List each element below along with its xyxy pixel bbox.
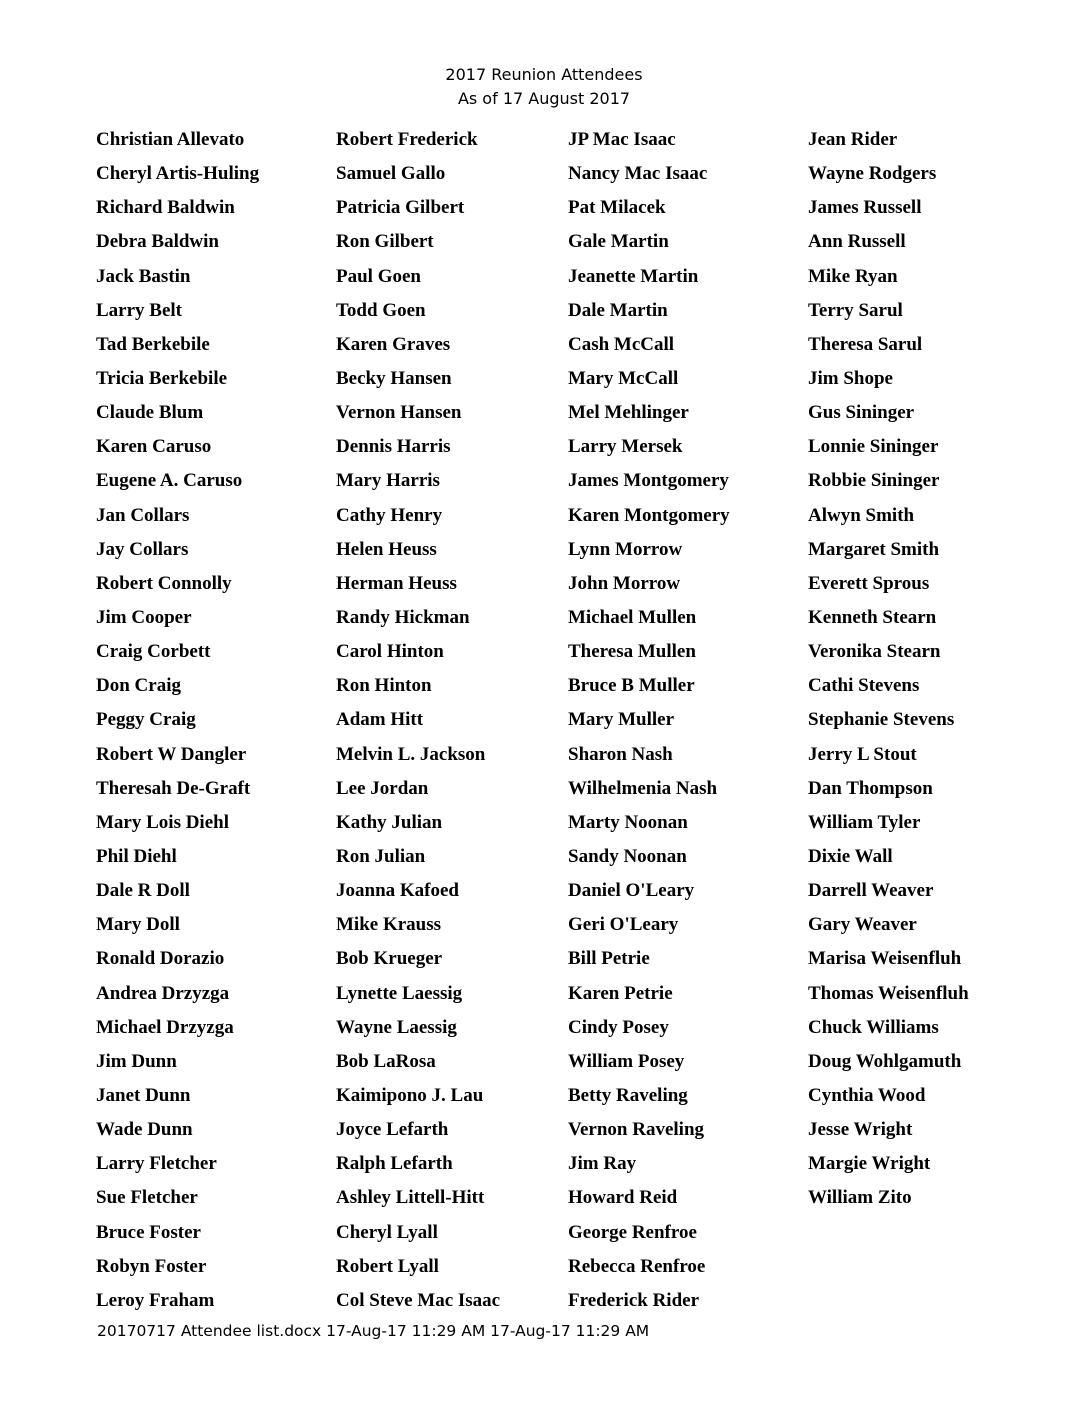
attendee-name: Lynn Morrow — [568, 538, 683, 560]
attendee-name: Margaret Smith — [808, 538, 940, 560]
attendee-name: Larry Belt — [96, 299, 183, 321]
attendee-name: Margie Wright — [808, 1153, 931, 1175]
attendee-name: Wayne Laessig — [336, 1016, 457, 1038]
attendee-name: Doug Wohlgamuth — [808, 1050, 962, 1072]
attendee-name: Jack Bastin — [96, 265, 191, 287]
attendee-name: James Montgomery — [568, 470, 729, 492]
attendee-name: Karen Montgomery — [568, 504, 730, 526]
attendee-name: Wilhelmenia Nash — [568, 777, 718, 799]
attendee-name: Robert Lyall — [336, 1255, 439, 1277]
attendee-name: Melvin L. Jackson — [336, 743, 486, 765]
attendee-name: Alwyn Smith — [808, 504, 915, 526]
attendee-name: Col Steve Mac Isaac — [336, 1289, 501, 1311]
attendee-name: Michael Drzyzga — [96, 1016, 234, 1038]
attendee-name: Jim Shope — [808, 367, 893, 389]
attendee-name: Craig Corbett — [96, 641, 211, 663]
attendee-name: Geri O'Leary — [568, 914, 679, 936]
attendee-name: Ron Julian — [336, 845, 426, 867]
attendee-name: Samuel Gallo — [336, 163, 446, 185]
attendee-name: Mary Muller — [568, 709, 675, 731]
attendee-name: Karen Graves — [336, 333, 451, 355]
document-header — [0, 63, 1088, 111]
attendee-name: James Russell — [808, 197, 922, 219]
attendee-name: John Morrow — [568, 572, 681, 594]
attendee-name: Lee Jordan — [336, 777, 429, 799]
attendee-name: Jerry L Stout — [808, 743, 917, 765]
attendee-name: William Zito — [808, 1187, 912, 1209]
attendee-name: William Posey — [568, 1050, 685, 1072]
attendee-name: Dale Martin — [568, 299, 668, 321]
attendee-name: Robyn Foster — [96, 1255, 207, 1277]
attendee-name: Ashley Littell-Hitt — [336, 1187, 485, 1209]
attendee-name: Patricia Gilbert — [336, 197, 465, 219]
attendee-column-1 — [96, 126, 336, 1321]
attendee-name: Jean Rider — [808, 129, 898, 150]
attendee-name: Veronika Stearn — [808, 641, 941, 663]
attendee-name: Richard Baldwin — [96, 197, 235, 219]
attendee-name: Jeanette Martin — [568, 265, 699, 287]
attendee-name: Darrell Weaver — [808, 880, 934, 902]
attendee-name: Rebecca Renfroe — [568, 1255, 706, 1277]
attendee-list — [0, 126, 1088, 1316]
attendee-name: Thomas Weisenfluh — [808, 982, 969, 1004]
attendee-name: Vernon Raveling — [568, 1119, 705, 1141]
attendee-name: Sandy Noonan — [568, 845, 687, 867]
attendee-name: Ron Hinton — [336, 675, 432, 697]
attendee-name: Betty Raveling — [568, 1084, 688, 1106]
attendee-name: Peggy Craig — [96, 709, 196, 731]
attendee-name: Dan Thompson — [808, 777, 933, 799]
attendee-name: Robert W Dangler — [96, 743, 247, 765]
attendee-name: Bob LaRosa — [336, 1050, 436, 1072]
attendee-name: Randy Hickman — [336, 606, 470, 628]
attendee-name: Phil Diehl — [96, 845, 177, 867]
attendee-name: Dixie Wall — [808, 845, 893, 867]
attendee-name: Theresa Sarul — [808, 333, 923, 355]
attendee-name: Kathy Julian — [336, 811, 443, 833]
attendee-name: Don Craig — [96, 675, 181, 697]
attendee-name: Kenneth Stearn — [808, 606, 937, 628]
attendee-name: Christian Allevato — [96, 129, 245, 150]
attendee-name: Larry Mersek — [568, 436, 683, 458]
attendee-name: Jim Cooper — [96, 606, 192, 628]
attendee-column-2 — [336, 126, 576, 1321]
document-title: 2017 Reunion Attendees — [445, 65, 643, 84]
attendee-column-4 — [808, 126, 1048, 1219]
attendee-name: Karen Caruso — [96, 436, 212, 458]
attendee-name: Theresah De-Graft — [96, 777, 251, 799]
attendee-name: Janet Dunn — [96, 1084, 191, 1106]
attendee-name: Mike Krauss — [336, 914, 442, 936]
attendee-name: Terry Sarul — [808, 299, 903, 321]
attendee-name: Helen Heuss — [336, 538, 437, 560]
attendee-name: Gus Sininger — [808, 402, 915, 424]
attendee-name: Eugene A. Caruso — [96, 470, 243, 492]
attendee-name: Lonnie Sininger — [808, 436, 939, 458]
attendee-name: William Tyler — [808, 811, 921, 833]
attendee-name: Theresa Mullen — [568, 641, 696, 663]
attendee-name: Marisa Weisenfluh — [808, 948, 962, 970]
attendee-name: Claude Blum — [96, 402, 204, 424]
attendee-name: Karen Petrie — [568, 982, 673, 1004]
attendee-name: Joyce Lefarth — [336, 1119, 449, 1141]
attendee-name: Sue Fletcher — [96, 1187, 198, 1209]
attendee-name: Ron Gilbert — [336, 231, 434, 253]
attendee-name: Cheryl Artis-Huling — [96, 163, 260, 185]
attendee-name: Pat Milacek — [568, 197, 666, 219]
attendee-name: Jim Dunn — [96, 1050, 177, 1072]
attendee-name: Marty Noonan — [568, 811, 688, 833]
attendee-name: Cash McCall — [568, 333, 675, 355]
attendee-name: Tad Berkebile — [96, 333, 210, 355]
attendee-name: Everett Sprous — [808, 572, 930, 594]
attendee-name: Dale R Doll — [96, 880, 190, 902]
attendee-name: Kaimipono J. Lau — [336, 1084, 484, 1106]
attendee-name: Joanna Kafoed — [336, 880, 459, 902]
attendee-name: Chuck Williams — [808, 1016, 939, 1038]
attendee-name: Mel Mehlinger — [568, 402, 689, 424]
attendee-name: Dennis Harris — [336, 436, 451, 458]
attendee-name: JP Mac Isaac — [568, 129, 676, 150]
attendee-name: Bill Petrie — [568, 948, 650, 970]
attendee-name: Cynthia Wood — [808, 1084, 926, 1106]
attendee-name: Adam Hitt — [336, 709, 424, 731]
attendee-name: Ronald Dorazio — [96, 948, 225, 970]
attendee-name: Jan Collars — [96, 504, 190, 526]
document-footer: 20170717 Attendee list.docx 17-Aug-17 11:29 AM 17-Aug-17 11:29 AM — [97, 1322, 650, 1340]
attendee-name: Sharon Nash — [568, 743, 673, 765]
attendee-name: Bruce B Muller — [568, 675, 695, 697]
document-subtitle: As of 17 August 2017 — [457, 89, 631, 108]
attendee-name: Gale Martin — [568, 231, 669, 253]
attendee-name: Lynette Laessig — [336, 982, 463, 1004]
attendee-name: Wade Dunn — [96, 1119, 193, 1141]
attendee-name: Robert Frederick — [336, 129, 478, 150]
attendee-name: Vernon Hansen — [336, 402, 462, 424]
attendee-name: Jesse Wright — [808, 1119, 913, 1141]
attendee-column-3 — [568, 126, 808, 1321]
attendee-name: Ralph Lefarth — [336, 1153, 453, 1175]
attendee-name: Todd Goen — [336, 299, 426, 321]
attendee-name: Frederick Rider — [568, 1289, 700, 1311]
attendee-name: Robert Connolly — [96, 572, 232, 594]
attendee-name: Cathy Henry — [336, 504, 443, 526]
attendee-name: Herman Heuss — [336, 572, 457, 594]
attendee-name: Mary Doll — [96, 914, 180, 936]
attendee-name: Paul Goen — [336, 265, 421, 287]
attendee-name: Andrea Drzyzga — [96, 982, 230, 1004]
attendee-name: Robbie Sininger — [808, 470, 940, 492]
attendee-name: Bob Krueger — [336, 948, 443, 970]
attendee-name: Ann Russell — [808, 231, 906, 253]
attendee-name: Gary Weaver — [808, 914, 917, 936]
attendee-name: George Renfroe — [568, 1221, 697, 1243]
attendee-name: Mary Harris — [336, 470, 440, 492]
attendee-name: Mike Ryan — [808, 265, 898, 287]
attendee-name: Cathi Stevens — [808, 675, 920, 697]
attendee-name: Becky Hansen — [336, 367, 452, 389]
attendee-name: Howard Reid — [568, 1187, 678, 1209]
attendee-name: Jim Ray — [568, 1153, 637, 1175]
attendee-name: Leroy Fraham — [96, 1289, 215, 1311]
attendee-name: Wayne Rodgers — [808, 163, 937, 185]
attendee-name: Nancy Mac Isaac — [568, 163, 708, 185]
attendee-name: Cheryl Lyall — [336, 1221, 438, 1243]
attendee-name: Tricia Berkebile — [96, 367, 228, 389]
attendee-name: Cindy Posey — [568, 1016, 669, 1038]
attendee-name: Stephanie Stevens — [808, 709, 955, 731]
attendee-name: Debra Baldwin — [96, 231, 219, 253]
attendee-name: Larry Fletcher — [96, 1153, 217, 1175]
attendee-name: Jay Collars — [96, 538, 189, 560]
attendee-name: Carol Hinton — [336, 641, 444, 663]
attendee-name: Mary McCall — [568, 367, 679, 389]
attendee-name: Daniel O'Leary — [568, 880, 695, 902]
attendee-name: Bruce Foster — [96, 1221, 201, 1243]
attendee-name: Michael Mullen — [568, 606, 697, 628]
attendee-name: Mary Lois Diehl — [96, 811, 229, 833]
